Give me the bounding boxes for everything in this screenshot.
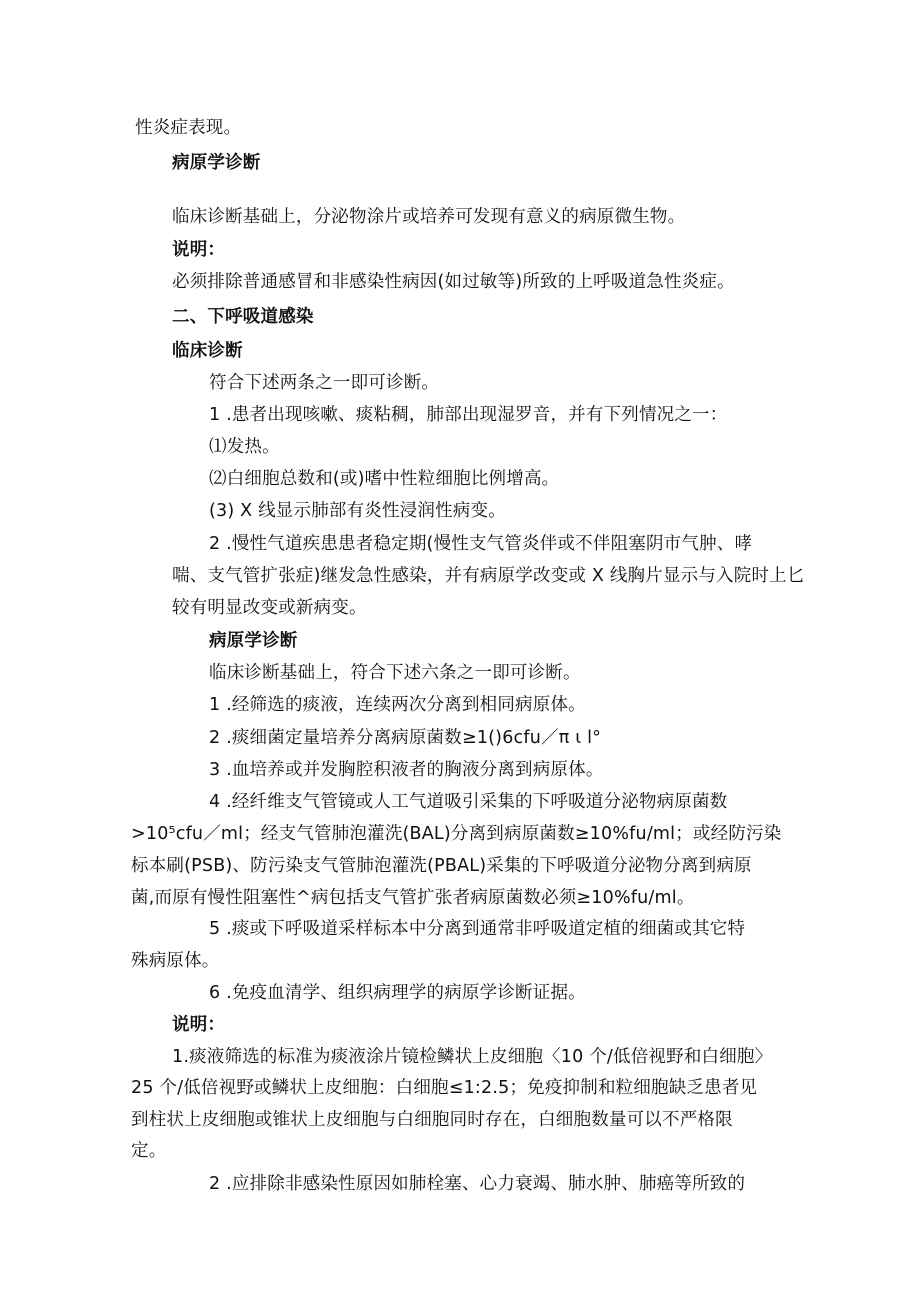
text-line: 菌,而原有慢性阻塞性^病包括支气管扩张者病原菌数必须≥10%fu/ml。 xyxy=(131,888,695,908)
list-item: 1.痰液筛选的标准为痰液涂片镜检鳞状上皮细胞〈10 个/低倍视野和白细胞〉 xyxy=(172,1047,773,1067)
text-line: 符合下述两条之一即可诊断。 xyxy=(209,373,440,393)
note-heading: 说明： xyxy=(172,1015,226,1035)
list-item: (3) X 线显示肺部有炎性浸润性病变。 xyxy=(209,501,506,521)
text-line: 到柱状上皮细胞或锥状上皮细胞与白细胞同时存在，白细胞数量可以不严格限 xyxy=(131,1110,733,1130)
list-item: 3 .血培养或并发胸腔积液者的胸液分离到病原体。 xyxy=(209,760,604,780)
text-line: 较有明显改变或新病变。 xyxy=(172,598,367,618)
list-item: 2 .应排除非感染性原因如肺栓塞、心力衰竭、肺水肿、肺癌等所致的 xyxy=(209,1174,746,1194)
list-item: 5 .痰或下呼吸道采样标本中分离到通常非呼吸道定植的细菌或其它特 xyxy=(209,919,746,939)
list-item: 1 .患者出现咳嗽、痰粘稠，肺部出现湿罗音，并有下列情况之一： xyxy=(209,405,728,425)
text-line: 临床诊断基础上，符合下述六条之一即可诊断。 xyxy=(209,663,581,683)
list-item: 4 .经纤维支气管镜或人工气道吸引采集的下呼吸道分泌物病原菌数 xyxy=(209,792,728,812)
text-line: 25 个/低倍视野或鳞状上皮细胞：白细胞≤1:2.5；免疫抑制和粒细胞缺乏患者见 xyxy=(131,1078,758,1098)
text-line: 喘、支气管扩张症)继发急性感染，并有病原学改变或 X 线胸片显示与入院时上匕 xyxy=(172,566,805,586)
chapter-heading: 二、下呼吸道感染 xyxy=(172,307,314,327)
text-line: >10⁵cfu／ml；经支气管肺泡灌洗(BAL)分离到病原菌数≥10%fu/ml；或经防污染 xyxy=(131,824,782,844)
list-item: 2 .痰细菌定量培养分离病原菌数≥1()6cfu／π ι l° xyxy=(209,728,602,748)
section-heading: 病原学诊断 xyxy=(172,153,261,173)
text-line: 临床诊断基础上，分泌物涂片或培养可发现有意义的病原微生物。 xyxy=(172,207,686,227)
section-heading: 病原学诊断 xyxy=(209,631,298,651)
list-item: 2 .慢性气道疾患患者稳定期(慢性支气管炎伴或不伴阻塞阴市气肿、哮 xyxy=(209,534,753,554)
text-line: 性炎症表现。 xyxy=(135,118,242,138)
text-line: 标本刷(PSB)、防污染支气管肺泡灌洗(PBAL)采集的下呼吸道分泌物分离到病原 xyxy=(131,856,752,876)
list-item: ⑵白细胞总数和(或)嗜中性粒细胞比例增高。 xyxy=(209,469,560,489)
text-line: 殊病原体。 xyxy=(131,951,220,971)
text-line: 定。 xyxy=(131,1141,167,1161)
list-item: 1 .经筛选的痰液，连续两次分离到相同病原体。 xyxy=(209,695,586,715)
text-line: 必须排除普通感冒和非感染性病因(如过敏等)所致的上呼吸道急性炎症。 xyxy=(172,272,735,292)
list-item: ⑴发热。 xyxy=(209,437,280,457)
section-heading: 临床诊断 xyxy=(172,341,243,361)
list-item: 6 .免疫血清学、组织病理学的病原学诊断证据。 xyxy=(209,983,586,1003)
note-heading: 说明： xyxy=(172,240,226,260)
